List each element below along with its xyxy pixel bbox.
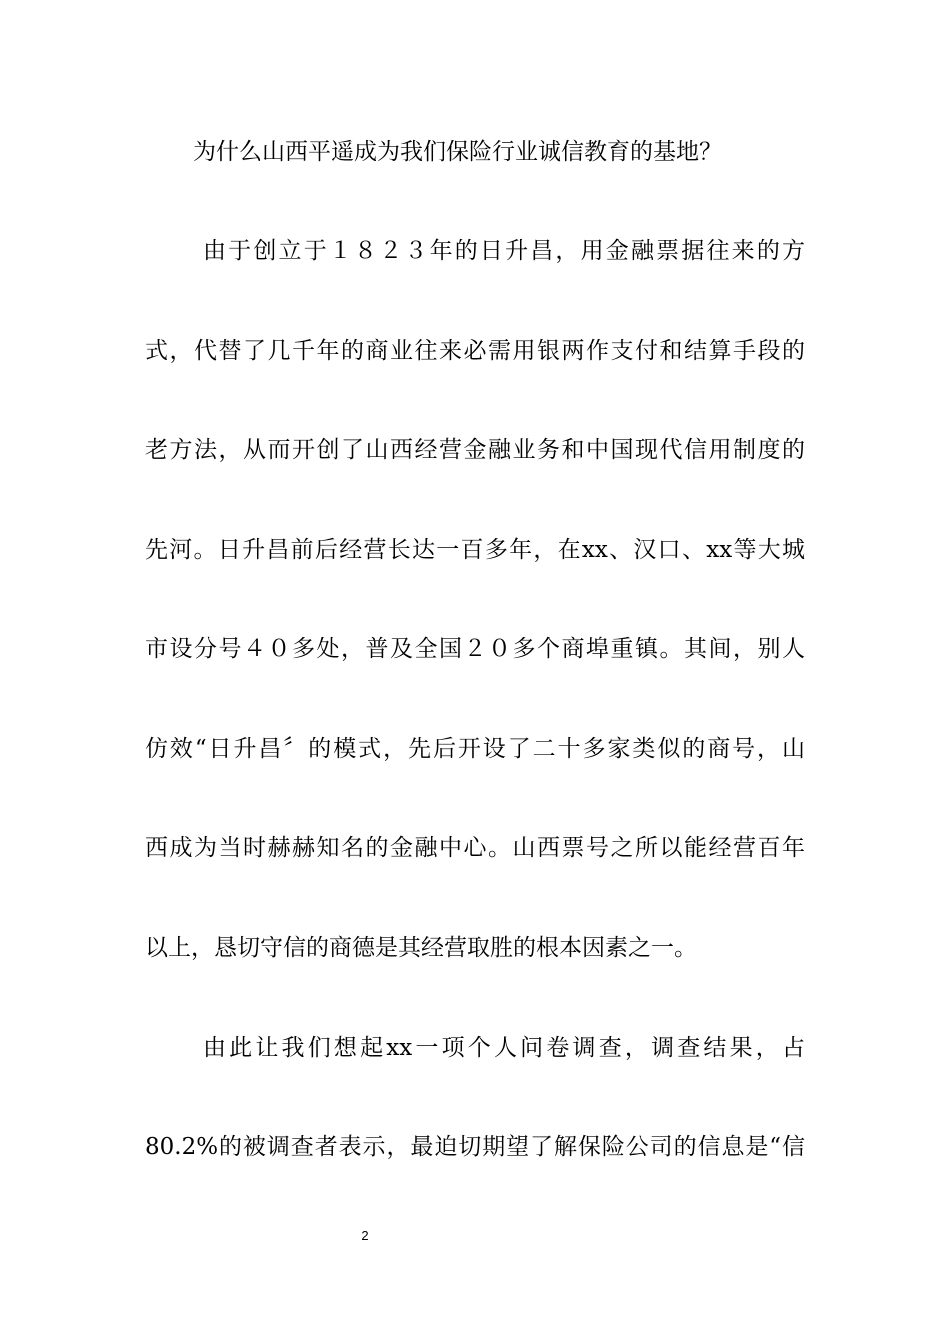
paragraph1-line-4: 先河。日升昌前后经营长达一百多年，在xx、汉口、xx等大城 [145, 537, 805, 563]
page-number: 2 [361, 1228, 369, 1243]
paragraph1-line-1: 由于创立于１８２３年的日升昌，用金融票据往来的方 [203, 238, 805, 264]
paragraph2-line-2: 80.2%的被调查者表示，最迫切期望了解保险公司的信息是“信 [145, 1134, 805, 1160]
paragraph2-line-1: 由此让我们想起xx一项个人问卷调查，调查结果，占 [203, 1035, 805, 1061]
paragraph1-line-6: 仿效“日升昌〞的模式，先后开设了二十多家类似的商号，山 [145, 736, 805, 762]
paragraph1-line-8: 以上，恳切守信的商德是其经营取胜的根本因素之一。 [145, 935, 697, 961]
paragraph1-line-5: 市设分号４０多处，普及全国２０多个商埠重镇。其间，别人 [145, 636, 805, 662]
paragraph1-line-3: 老方法，从而开创了山西经营金融业务和中国现代信用制度的 [145, 437, 805, 463]
document-heading: 为什么山西平遥成为我们保险行业诚信教育的基地？ [193, 139, 722, 165]
paragraph1-line-7: 西成为当时赫赫知名的金融中心。山西票号之所以能经营百年 [145, 835, 805, 861]
paragraph1-line-2: 式，代替了几千年的商业往来必需用银两作支付和结算手段的 [145, 338, 805, 364]
